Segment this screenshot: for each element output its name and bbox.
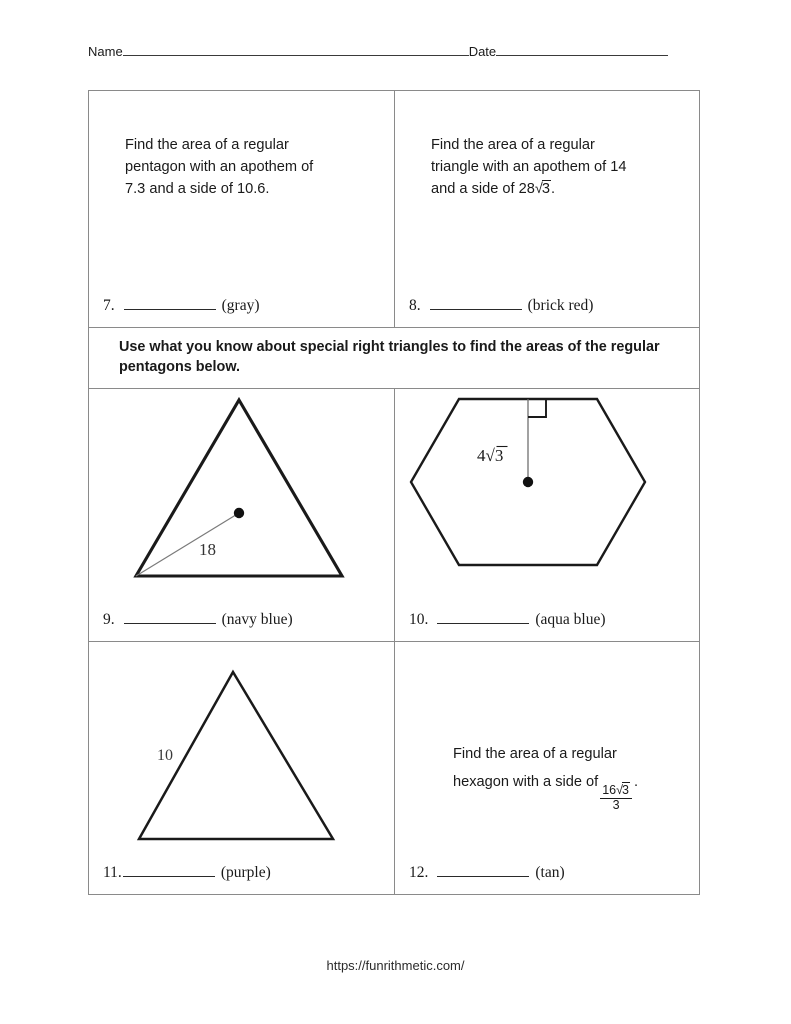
problem-cell-7 [89, 91, 394, 327]
answer-row-7 [97, 297, 260, 315]
figure-11-triangle [89, 654, 394, 854]
problem-number-10: 10. [409, 610, 429, 628]
numerator-coefficient: 16 [602, 783, 617, 798]
date-label: Date [468, 44, 497, 59]
problem-8-line-3-suffix: . [551, 181, 556, 198]
problem-number-9: 9. [103, 610, 115, 628]
problem-8-prompt [431, 134, 683, 201]
answer-color-12: (tan) [535, 863, 565, 881]
answer-blank-12[interactable] [437, 864, 529, 877]
fraction-expression [600, 784, 632, 812]
fraction-numerator [600, 784, 632, 798]
problem-8-line-2: triangle with an apothem of 14 [431, 159, 627, 176]
problem-12-line-1: Find the area of a regular [453, 745, 617, 762]
problem-number-7: 7. [103, 297, 115, 314]
answer-row-11 [97, 864, 271, 882]
numerator-radicand: 3 [622, 783, 629, 798]
problem-8-line-3-prefix: and a side of 28 [431, 181, 535, 198]
instruction-banner-text: Use what you know about special right triangles to find the areas of the regular pentagons below. [119, 339, 660, 376]
answer-blank-8[interactable] [430, 297, 522, 310]
problem-number-8: 8. [409, 297, 421, 314]
name-label: Name [88, 44, 123, 59]
radius-label-9: 18 [199, 539, 216, 559]
problem-7-line-2: pentagon with an apothem of [125, 159, 314, 176]
problem-12-prompt [453, 740, 685, 812]
answer-blank-10[interactable] [437, 611, 529, 624]
table-row-7-8 [89, 91, 699, 327]
problem-number-11: 11. [103, 863, 122, 881]
footer-url[interactable]: https://funrithmetic.com/ [326, 958, 465, 973]
answer-row-10 [403, 611, 606, 629]
problem-7-line-3: 7.3 and a side of 10.6. [125, 181, 270, 198]
fraction-denominator: 3 [600, 798, 632, 813]
problem-cell-8 [394, 91, 699, 327]
problem-8-line-1: Find the area of a regular [431, 137, 595, 153]
table-row-9-10 [89, 388, 699, 641]
answer-color-10: (aqua blue) [535, 610, 606, 628]
figure-10-hexagon-with-apothem [395, 389, 700, 594]
radicand: 3 [541, 181, 550, 198]
radical-sign-icon: √ [534, 181, 543, 198]
radical-expression [535, 178, 551, 200]
problem-cell-9 [89, 389, 394, 641]
worksheet-table [88, 90, 700, 895]
table-row-11-12 [89, 641, 699, 894]
problem-12-line-2-suffix: . [633, 774, 639, 791]
side-label-11: 10 [157, 746, 173, 764]
problem-cell-10 [394, 389, 699, 641]
answer-color-11: (purple) [220, 863, 271, 881]
name-write-in-line[interactable] [123, 44, 469, 56]
answer-row-8 [403, 297, 593, 315]
radical-sign-icon: √ [616, 783, 624, 798]
figure-9-triangle-with-radius [89, 389, 394, 594]
svg-text:4√3: 4√3 [477, 445, 504, 465]
answer-row-9 [97, 611, 293, 629]
numerator-radical [616, 784, 630, 798]
answer-blank-7[interactable] [124, 297, 216, 310]
apothem-label-10 [477, 446, 508, 465]
answer-color-7: (gray) [221, 297, 260, 314]
problem-7-line-1: Find the area of a regular [125, 137, 289, 153]
answer-blank-9[interactable] [124, 611, 216, 624]
answer-color-9: (navy blue) [221, 610, 293, 628]
answer-blank-11[interactable] [123, 864, 215, 877]
problem-12-line-2-prefix: hexagon with a side of [453, 774, 599, 791]
problem-number-12: 12. [409, 863, 429, 881]
header-name-date [88, 44, 700, 66]
answer-color-8: (brick red) [527, 297, 594, 314]
date-write-in-line[interactable] [496, 44, 668, 56]
answer-row-12 [403, 864, 565, 882]
instruction-banner-cell [89, 328, 699, 388]
problem-cell-11 [89, 642, 394, 894]
table-row-instructions [89, 327, 699, 388]
problem-cell-12 [394, 642, 699, 894]
problem-7-prompt [125, 134, 378, 201]
